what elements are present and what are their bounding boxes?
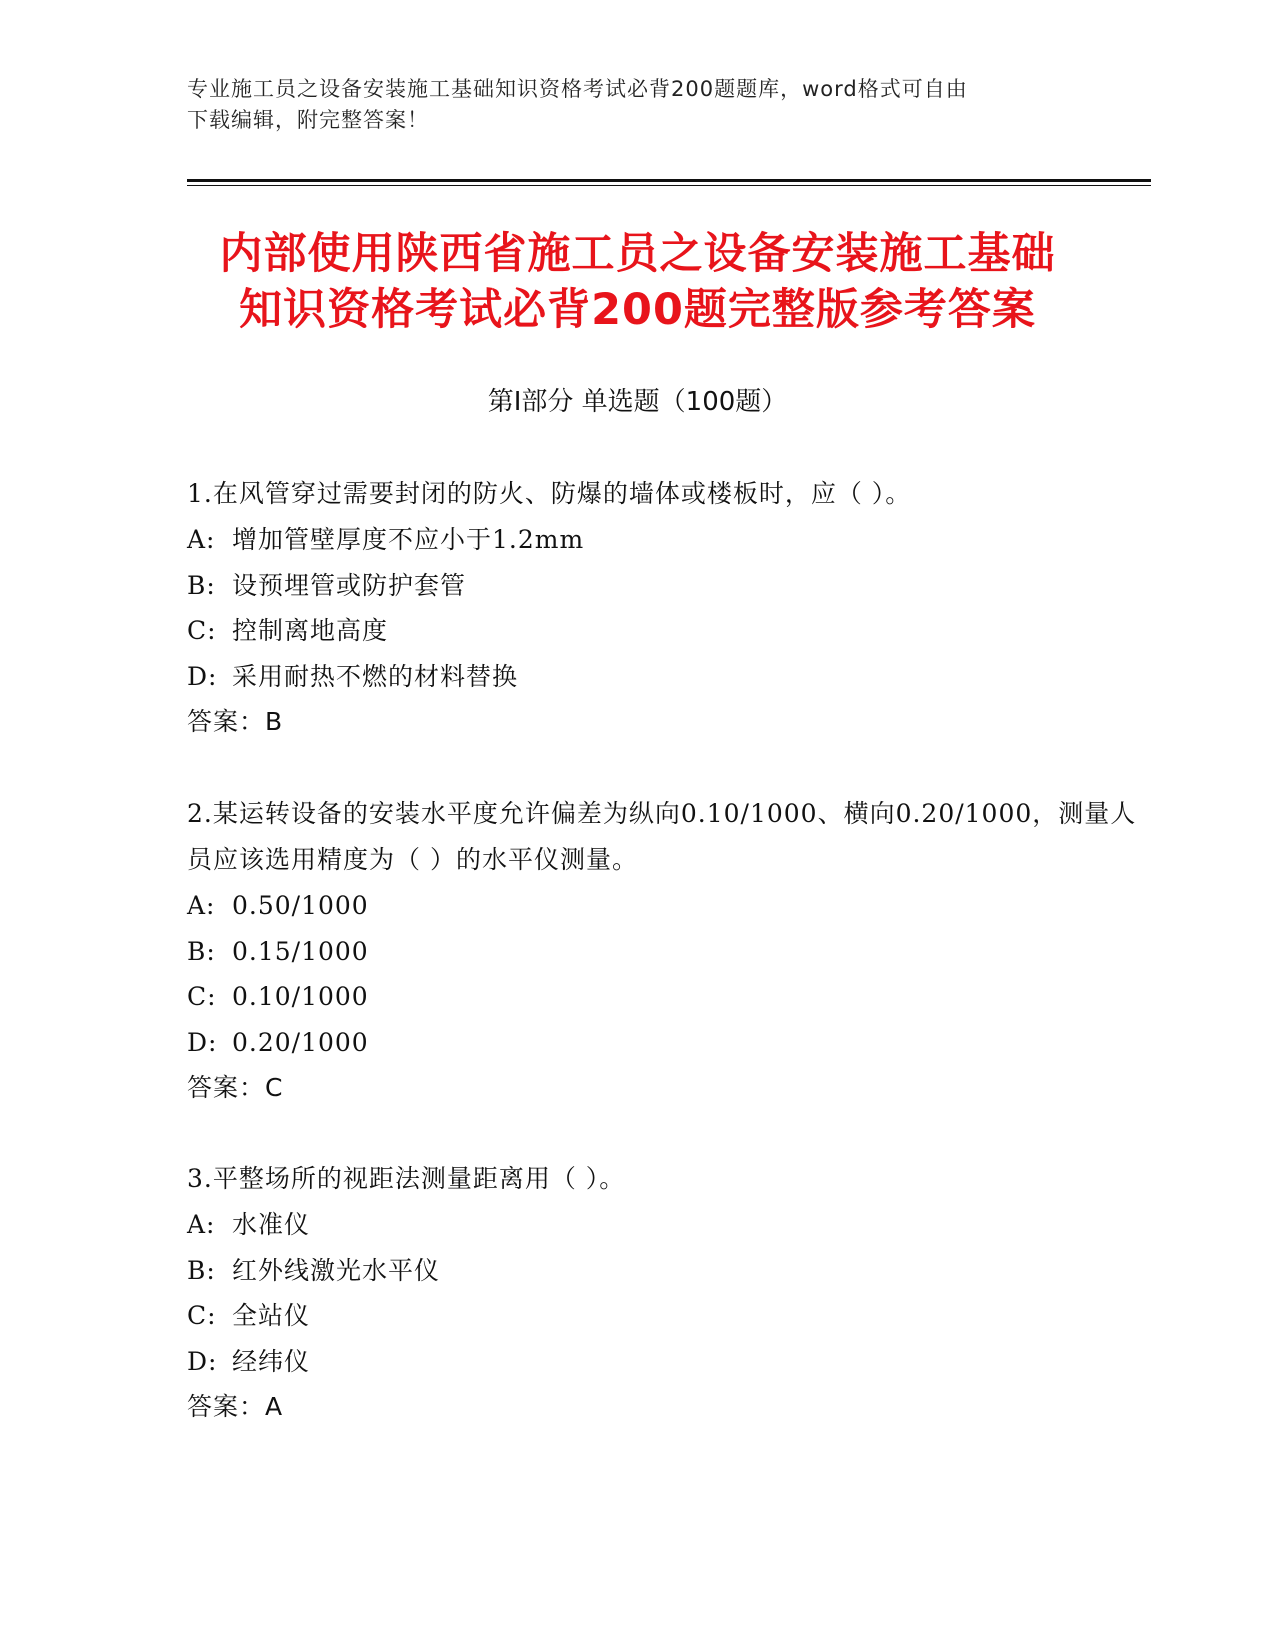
option-a	[187, 883, 1147, 929]
question-stem: 3.平整场所的视距法测量距离用（ ）。	[187, 1164, 626, 1193]
option-letter: B:	[187, 570, 216, 600]
document-title	[130, 226, 1145, 338]
option-b	[187, 929, 1147, 975]
option-letter: A:	[187, 1210, 216, 1239]
option-letter: B:	[187, 936, 216, 966]
option-text: 0.20/1000	[232, 1027, 369, 1057]
option-text: 0.15/1000	[232, 936, 369, 966]
option-c	[187, 974, 1147, 1020]
option-d	[187, 654, 1147, 700]
question-stem: 2.某运转设备的安装水平度允许偏差为纵向0.10/1000、横向0.20/1000，测量人员应该选用精度为（ ）的水平仪测量。	[187, 799, 1137, 874]
option-b	[187, 1248, 1147, 1294]
option-d	[187, 1339, 1147, 1385]
option-text: 0.10/1000	[232, 982, 369, 1011]
header-note-line-2: 下载编辑，附完整答案！	[187, 108, 429, 132]
option-letter: A:	[187, 891, 216, 920]
option-text: 全站仪	[232, 1301, 311, 1330]
option-c	[187, 608, 1147, 654]
header-note	[187, 74, 1067, 136]
option-text: 经纬仪	[232, 1346, 311, 1376]
option-letter: C:	[187, 1301, 217, 1330]
option-d	[187, 1020, 1147, 1066]
header-note-line-1: 专业施工员之设备安装施工基础知识资格考试必背200题题库，word格式可自由	[187, 77, 968, 101]
option-letter: D:	[187, 1027, 218, 1057]
question-2	[187, 791, 1147, 1111]
option-text: 0.50/1000	[232, 891, 369, 920]
option-letter: C:	[187, 982, 217, 1011]
answer-line: 答案：A	[187, 1392, 284, 1421]
option-letter: D:	[187, 1346, 218, 1376]
header-divider-thin	[187, 185, 1151, 186]
document-title-line-2: 知识资格考试必背200题完整版参考答案	[239, 285, 1036, 335]
option-a	[187, 1202, 1147, 1248]
option-text: 控制离地高度	[232, 616, 389, 645]
option-letter: A:	[187, 525, 216, 554]
question-stem: 1.在风管穿过需要封闭的防火、防爆的墙体或楼板时，应（ ）。	[187, 479, 912, 508]
header-divider-thick	[187, 179, 1151, 182]
option-text: 增加管壁厚度不应小于1.2mm	[232, 525, 585, 554]
option-c	[187, 1293, 1147, 1339]
option-text: 水准仪	[232, 1210, 311, 1239]
option-text: 设预埋管或防护套管	[232, 570, 467, 600]
option-letter: B:	[187, 1255, 216, 1285]
option-text: 采用耐热不燃的材料替换	[232, 661, 519, 691]
option-a	[187, 517, 1147, 563]
question-1	[187, 471, 1147, 745]
answer-line: 答案：B	[187, 707, 284, 736]
option-text: 红外线激光水平仪	[232, 1255, 441, 1285]
question-3	[187, 1156, 1147, 1430]
option-letter: C:	[187, 616, 217, 645]
document-title-line-1: 内部使用陕西省施工员之设备安装施工基础	[219, 229, 1056, 279]
answer-line: 答案：C	[187, 1073, 284, 1102]
section-title: 第Ⅰ部分 单选题（100题）	[487, 387, 788, 417]
option-b	[187, 563, 1147, 609]
option-letter: D:	[187, 661, 218, 691]
